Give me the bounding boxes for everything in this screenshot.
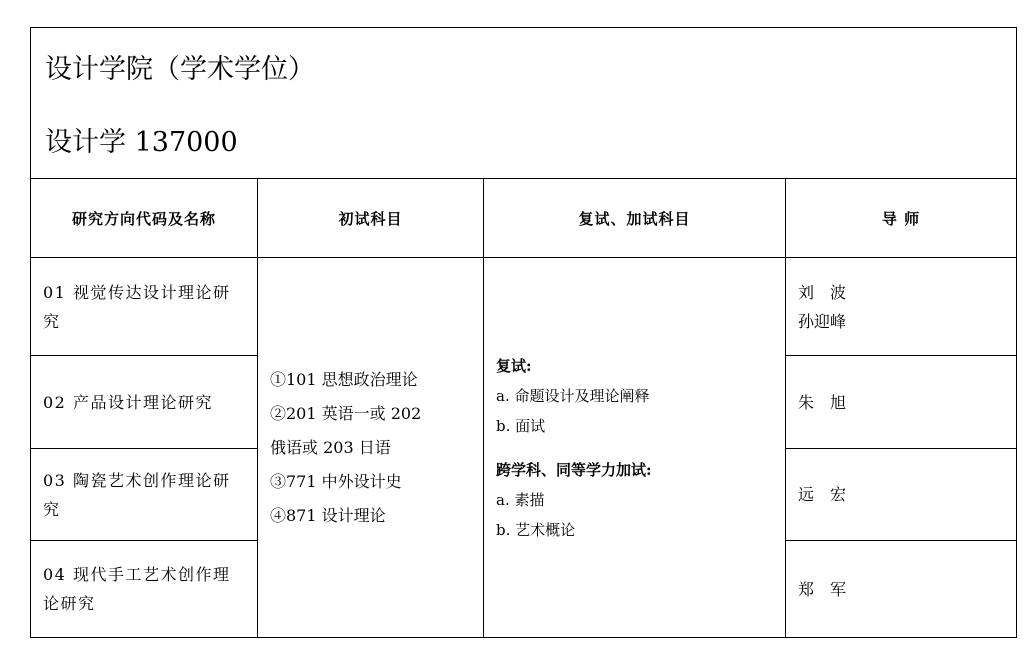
program-header (31, 28, 1017, 179)
program-table (30, 27, 1017, 638)
tutor-cell (786, 258, 1017, 356)
retest-cell (484, 258, 786, 638)
direction-cell (31, 356, 258, 449)
direction-name: 02 产品设计理论研究 (43, 392, 213, 412)
exam-subject: ①101 思想政治理论 (270, 369, 418, 389)
school-title: 设计学院（学术学位） (45, 54, 315, 85)
extra-exam-item: b. 艺术概论 (496, 520, 576, 539)
tutor-name: 孙迎峰 (798, 311, 847, 331)
extra-exam-title: 跨学科、同等学力加试: (496, 460, 652, 479)
tutor-cell (786, 356, 1017, 449)
retest-item: b. 面试 (496, 416, 546, 435)
initial-exam-cell (258, 258, 484, 638)
column-header-tutor: 导 师 (786, 179, 1017, 258)
direction-cell (31, 449, 258, 541)
retest-title: 复试: (496, 356, 532, 375)
table-row (31, 258, 1017, 356)
column-header-direction: 研究方向代码及名称 (31, 179, 258, 258)
direction-name: 03 陶瓷艺术创作理论研究 (43, 470, 231, 519)
tutor-name: 远 宏 (798, 485, 847, 504)
direction-name: 01 视觉传达设计理论研究 (43, 282, 231, 331)
exam-subject: ③771 中外设计史 (270, 471, 402, 491)
tutor-name: 刘 波 (798, 282, 847, 302)
direction-cell (31, 258, 258, 356)
direction-name: 04 现代手工艺术创作理论研究 (43, 565, 231, 613)
direction-cell (31, 541, 258, 638)
tutor-name: 郑 军 (798, 579, 847, 599)
tutor-cell (786, 449, 1017, 541)
exam-subject: 俄语或 203 日语 (270, 437, 391, 457)
column-header-initial-exam: 初试科目 (258, 179, 484, 258)
exam-subject: ②201 英语一或 202 (270, 403, 422, 423)
exam-subject: ④871 设计理论 (270, 505, 386, 525)
extra-exam-item: a. 素描 (496, 490, 545, 509)
tutor-cell (786, 541, 1017, 638)
tutor-name: 朱 旭 (798, 392, 847, 412)
column-header-retest: 复试、加试科目 (484, 179, 786, 258)
retest-item: a. 命题设计及理论阐释 (496, 386, 650, 405)
discipline-title: 设计学 137000 (45, 127, 238, 158)
